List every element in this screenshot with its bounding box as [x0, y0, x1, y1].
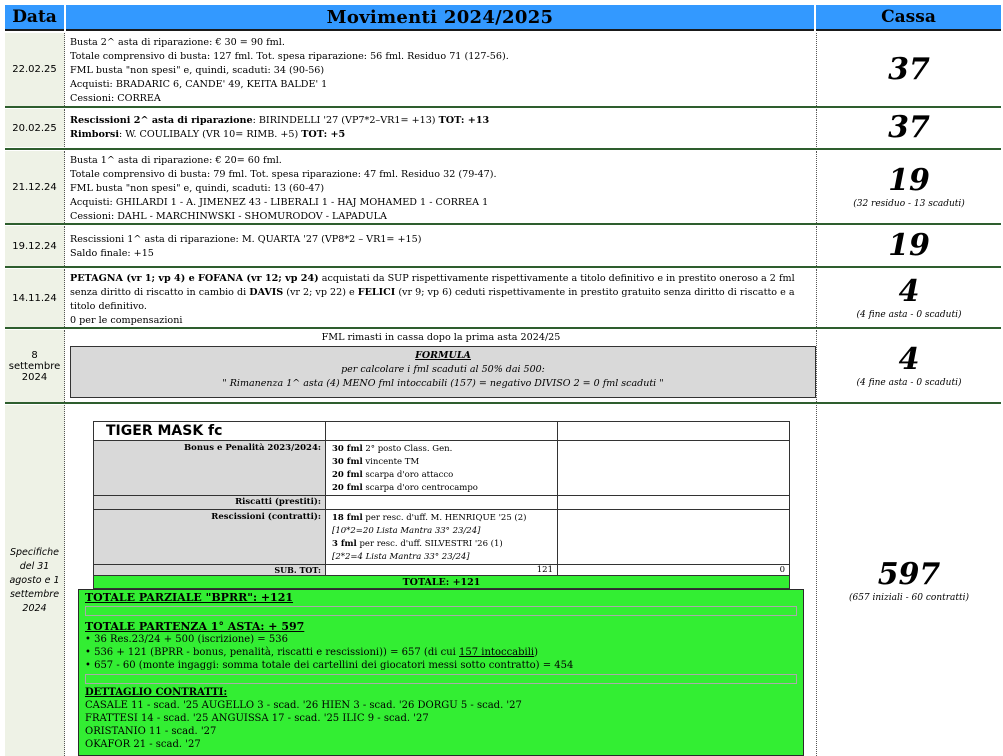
team-table	[93, 421, 790, 589]
row5-text: (vr 2; vp 22) e	[283, 287, 358, 298]
rimborsi-total: TOT: +5	[301, 129, 346, 140]
row1-content	[66, 33, 816, 106]
cash-value: 19	[888, 228, 930, 263]
row7-cash	[816, 405, 1001, 756]
subtot-a: 121	[325, 564, 558, 576]
row3-line: Acquisti: GHILARDI 1 - A. JIMENEZ 43 - LIBERALI 1 - HAJ MOHAMED 1 - CORREA 1	[70, 197, 489, 208]
summary-line: )	[534, 647, 539, 658]
row-separator	[5, 266, 1001, 268]
row3-content	[66, 151, 816, 223]
row5-text: senza diritto di riscatto in cambio di	[70, 287, 250, 298]
fml-heading: FML rimasti in cassa dopo la prima asta 2024/25	[321, 332, 561, 343]
rescissioni-total: TOT: +13	[438, 115, 490, 126]
row2-content	[66, 109, 816, 147]
row4-content	[66, 226, 816, 266]
cash-note: (657 iniziali - 60 contratti)	[848, 592, 970, 603]
riscatti-label: Riscatti (prestiti):	[93, 495, 326, 510]
row5-text: (vr 9; vp 6) ceduti rispettivamente in prestito gratuito senza diritto di riscatto e a	[395, 287, 795, 298]
row3-line: Busta 1^ asta di riparazione: € 20= 60 fml.	[70, 155, 282, 166]
team-cell	[325, 421, 558, 441]
header-title: Movimenti 2024/2025	[66, 5, 814, 31]
player-davis: DAVIS	[249, 287, 284, 298]
row5-cash	[816, 269, 1001, 327]
row-separator	[5, 327, 1001, 329]
cash-value: 37	[888, 110, 930, 145]
formula-box	[70, 346, 816, 398]
row4-line: Saldo finale: +15	[70, 248, 154, 259]
row6-cash	[816, 330, 1001, 402]
subtot-b: 0	[557, 564, 790, 576]
rescissioni-list	[325, 509, 558, 565]
intoccabili: 157 intoccabili	[459, 647, 535, 658]
summary-line: • 36 Res.23/24 + 500 (iscrizione) = 536	[85, 634, 288, 645]
row1-cash	[816, 33, 1001, 106]
row5-text: titolo definitivo.	[70, 301, 147, 312]
resc-note: [2*2=4 Lista Mantra 33° 23/24]	[332, 552, 470, 562]
row1-line: Acquisti: BRADARIC 6, CANDE' 49, KEITA BALDE' 1	[70, 79, 328, 90]
team-cell	[325, 495, 558, 510]
bonus-amount: 20 fml	[332, 483, 363, 493]
cash-value: 4	[898, 342, 920, 377]
row5-date: 14.11.24	[5, 269, 65, 327]
cash-note: (4 fine asta - 0 scaduti)	[856, 310, 962, 320]
row-separator	[5, 402, 1001, 404]
bonus-label: Bonus e Penalità 2023/2024:	[93, 440, 326, 496]
row1-line: Cessioni: CORREA	[70, 93, 161, 104]
contract-line: CASALE 11 - scad. '25 AUGELLO 3 - scad. '26 HIEN 3 - scad. '26 DORGU 5 - scad. '27	[85, 700, 522, 711]
cash-value: 597	[877, 556, 941, 592]
row1-line: Totale comprensivo di busta: 127 fml. Tot. spesa riparazione: 56 fml. Residuo 71 (127-56).	[70, 51, 509, 62]
team-cell	[557, 421, 790, 441]
bonus-amount: 30 fml	[332, 444, 363, 454]
rescissioni-label: Rescissioni 2^ asta di riparazione	[70, 115, 253, 126]
formula-line: " Rimanenza 1^ asta (4) MENO fml intoccabili (157) = negativo DIVISO 2 = 0 fml scaduti "	[222, 378, 664, 389]
row3-line: Cessioni: DAHL - MARCHINWSKI - SHOMURODOV - LAPADULA	[70, 211, 387, 222]
green-divider	[85, 606, 797, 616]
team-name: TIGER MASK fc	[93, 421, 326, 441]
players-acquired: PETAGNA (vr 1; vp 4) e FOFANA (vr 12; vp 24)	[70, 273, 319, 284]
resc-desc: per resc. d'uff. M. HENRIQUE '25 (2)	[362, 513, 527, 523]
contract-line: OKAFOR 21 - scad. '27	[85, 739, 201, 750]
contract-line: ORISTANIO 11 - scad. '27	[85, 726, 217, 737]
bonus-desc: vincente TM	[362, 457, 420, 467]
bonus-desc: 2° posto Class. Gen.	[362, 444, 453, 454]
formula-line: per calcolare i fml scaduti al 50% dai 500:	[341, 364, 545, 375]
green-summary	[78, 589, 804, 756]
cash-note: (32 residuo - 13 scaduti)	[853, 199, 965, 209]
cash-note: (4 fine asta - 0 scaduti)	[856, 378, 962, 388]
cash-value: 37	[888, 51, 930, 87]
player-felici: FELICI	[357, 287, 396, 298]
row6-date: 8 settembre 2024	[5, 330, 65, 402]
row3-line: Totale comprensivo di busta: 79 fml. Tot. spesa riparazione: 47 fml. Residuo 32 (79-47).	[70, 169, 497, 180]
header-date: Data	[5, 5, 64, 31]
row-separator	[5, 148, 1001, 150]
subtot-label: SUB. TOT:	[93, 564, 326, 576]
bonus-desc: scarpa d'oro centrocampo	[362, 483, 478, 493]
rescissioni-text: : BIRINDELLI '27 (VP7*2–VR1= +13)	[252, 115, 439, 126]
bonus-amount: 30 fml	[332, 457, 363, 467]
team-cell	[557, 440, 790, 496]
dettaglio-contratti: DETTAGLIO CONTRATTI:	[85, 687, 228, 698]
green-divider	[85, 674, 797, 684]
totale-partenza: TOTALE PARTENZA 1° ASTA: + 597	[85, 620, 305, 633]
row-separator	[5, 106, 1001, 108]
row5-text: 0 per le compensazioni	[70, 315, 183, 326]
row4-cash	[816, 226, 1001, 266]
row3-date: 21.12.24	[5, 151, 65, 223]
contract-line: FRATTESI 14 - scad. '25 ANGUISSA 17 - scad. '25 ILIC 9 - scad. '27	[85, 713, 429, 724]
row1-line: FML busta "non spesi" e, quindi, scaduti: 34 (90-56)	[70, 65, 325, 76]
row2-date: 20.02.25	[5, 109, 65, 147]
rimborsi-text: : W. COULIBALY (VR 10= RIMB. +5)	[118, 129, 302, 140]
rescissioni-label: Rescissioni (contratti):	[93, 509, 326, 565]
team-cell	[557, 495, 790, 510]
bonus-list	[325, 440, 558, 496]
resc-note: [10*2=20 Lista Mantra 33° 23/24]	[332, 526, 481, 536]
row5-text: acquistati da SUP rispettivamente rispettivamente a titolo definitivo e in prestito oneroso a 2 fml	[318, 273, 795, 284]
totale-parziale: TOTALE PARZIALE "BPRR": +121	[85, 591, 294, 604]
row3-cash	[816, 151, 1001, 223]
summary-line: • 657 - 60 (monte ingaggi: somma totale dei cartellini dei giocatori messi sotto contratto) = 454	[85, 660, 574, 671]
row1-date: 22.02.25	[5, 33, 65, 106]
row5-content	[66, 269, 816, 327]
row4-date: 19.12.24	[5, 226, 65, 266]
resc-amount: 18 fml	[332, 513, 363, 523]
header-cash: Cassa	[816, 5, 1001, 31]
cash-value: 19	[888, 163, 930, 198]
team-cell	[557, 509, 790, 565]
resc-amount: 3 fml	[332, 539, 357, 549]
resc-desc: per resc. d'uff. SILVESTRI '26 (1)	[356, 539, 503, 549]
cash-value: 4	[898, 274, 920, 309]
formula-title: FORMULA	[415, 350, 471, 361]
row6-content	[66, 330, 816, 402]
row2-cash	[816, 109, 1001, 147]
row-separator	[5, 223, 1001, 225]
rimborsi-label: Rimborsi	[70, 129, 119, 140]
bonus-amount: 20 fml	[332, 470, 363, 480]
team-totale: TOTALE: +121	[93, 575, 790, 589]
row1-line: Busta 2^ asta di riparazione: € 30 = 90 fml.	[70, 37, 285, 48]
summary-line: • 536 + 121 (BPRR - bonus, penalità, riscatti e rescissioni)) = 657 (di cui	[85, 647, 460, 658]
row3-line: FML busta "non spesi" e, quindi, scaduti: 13 (60-47)	[70, 183, 325, 194]
row4-line: Rescissioni 1^ asta di riparazione: M. QUARTA '27 (VP8*2 – VR1= +15)	[70, 234, 422, 245]
row7-date: Specifiche del 31 agosto e 1 settembre 2024	[5, 405, 65, 756]
bonus-desc: scarpa d'oro attacco	[362, 470, 454, 480]
